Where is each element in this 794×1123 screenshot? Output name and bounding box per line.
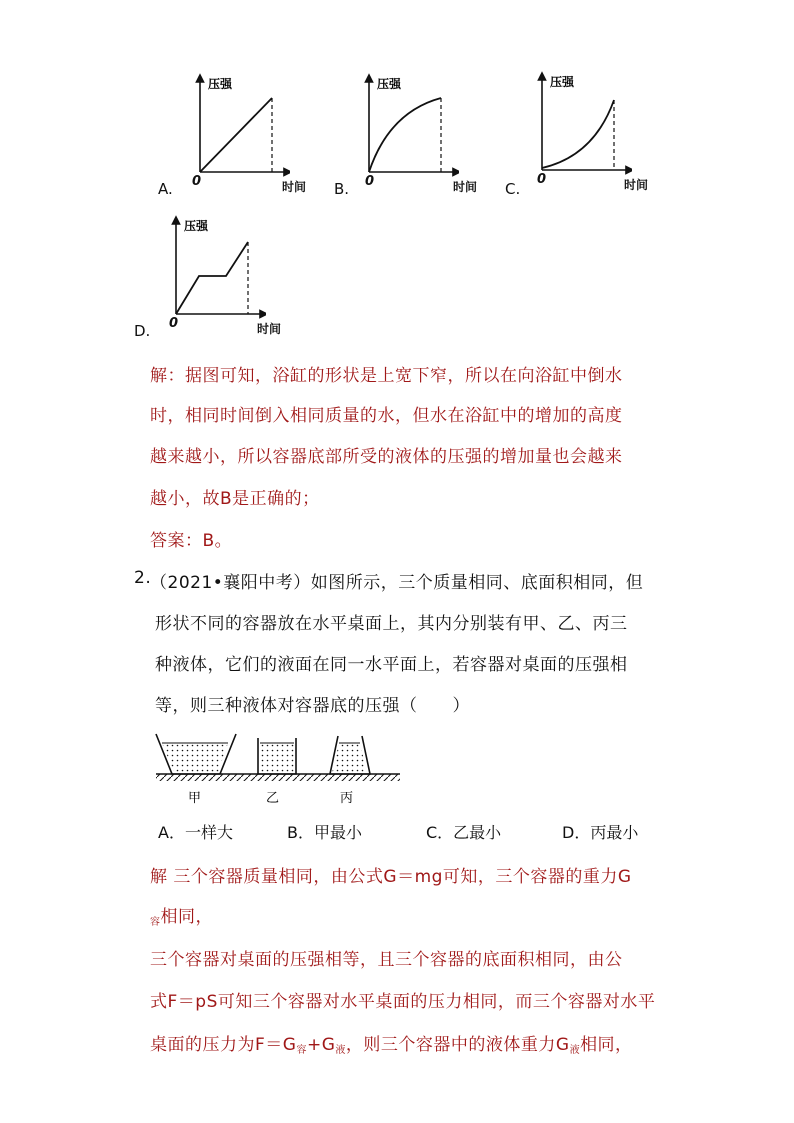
option-b[interactable]: B．甲最小 <box>287 823 362 842</box>
y-axis-label: 压强 <box>377 77 402 91</box>
graph-c <box>532 70 632 182</box>
graph-c-label: C. <box>505 180 521 198</box>
label-jia: 甲 <box>188 791 202 806</box>
label-bing: 丙 <box>340 791 354 806</box>
graph-c-xlabel: 时间 <box>624 178 649 192</box>
graph-a <box>190 72 290 184</box>
graph-b-xlabel: 时间 <box>453 180 478 194</box>
sub-rong: 容 <box>150 917 161 928</box>
solution2-line-1 <box>150 862 632 887</box>
question2-line-3: 种液体，它们的液面在同一水平面上，若容器对桌面的压强相 <box>155 655 628 675</box>
graph-d-label: D. <box>134 322 151 340</box>
graph-d-xlabel: 时间 <box>257 322 282 336</box>
solution2-line-1b: $_容$相同， <box>150 907 213 928</box>
container-jia-liquid <box>162 743 228 772</box>
ground-hatch <box>156 774 400 781</box>
option-d[interactable]: D．丙最小 <box>562 823 639 842</box>
y-axis-label: 压强 <box>208 77 233 91</box>
solution1-line-3: 越来越小，所以容器底部所受的液体的压强的增加量也会越来 <box>150 447 623 467</box>
container-yi-liquid <box>260 743 294 773</box>
question2-number: 2. <box>134 568 152 588</box>
curve-d <box>176 242 248 314</box>
y-axis-label: 压强 <box>184 219 209 233</box>
option-c[interactable]: C．乙最小 <box>426 823 502 842</box>
graph-d-origin: 0 <box>169 316 179 331</box>
container-bing-liquid <box>332 743 367 773</box>
solution1-line-1: 解：据图可知，浴缸的形状是上宽下窄，所以在向浴缸中倒水 <box>150 366 623 386</box>
graph-b-origin: 0 <box>365 174 375 189</box>
solution2-line-3: 式F＝pS可知三个容器对水平桌面的压力相同，而三个容器对水平 <box>150 992 656 1012</box>
graph-a-origin: 0 <box>192 174 202 189</box>
question2-line-2: 形状不同的容器放在水平桌面上，其内分别装有甲、乙、丙三 <box>155 614 628 634</box>
graph-b-label: B. <box>334 180 350 198</box>
containers-figure <box>150 728 402 810</box>
graph-a-xlabel: 时间 <box>282 180 307 194</box>
question2-line-4: 等，则三种液体对容器底的压强（ ） <box>155 696 470 716</box>
solution1-answer: 答案：B。 <box>150 531 233 551</box>
question2-line-1: （2021•襄阳中考）如图所示，三个质量相同、底面积相同，但 <box>150 573 644 593</box>
label-yi: 乙 <box>266 791 280 806</box>
graph-a-label: A. <box>158 180 173 198</box>
graph-d <box>166 214 266 326</box>
solution2-line-2: 三个容器对桌面的压强相等，且三个容器的底面积相同，由公 <box>150 950 623 970</box>
curve-a <box>200 98 272 172</box>
option-a[interactable]: A．一样大 <box>158 823 233 842</box>
curve-c <box>542 100 614 168</box>
graph-c-origin: 0 <box>537 172 547 187</box>
solution1-line-4: 越小，故B是正确的； <box>150 489 320 509</box>
solution2-line-1-text: 解 三个容器质量相同，由公式G＝mg可知，三个容器的重力G <box>150 867 632 887</box>
solution1-line-2: 时，相同时间倒入相同质量的水，但水在浴缸中的增加的高度 <box>150 406 623 426</box>
solution2-line-4: 桌面的压力为$F=G_容+G_液$，则三个容器中的液体重力$G_液$相同， <box>150 1035 633 1056</box>
y-axis-label: 压强 <box>550 75 575 89</box>
graph-b <box>359 72 459 184</box>
curve-b <box>369 98 441 172</box>
